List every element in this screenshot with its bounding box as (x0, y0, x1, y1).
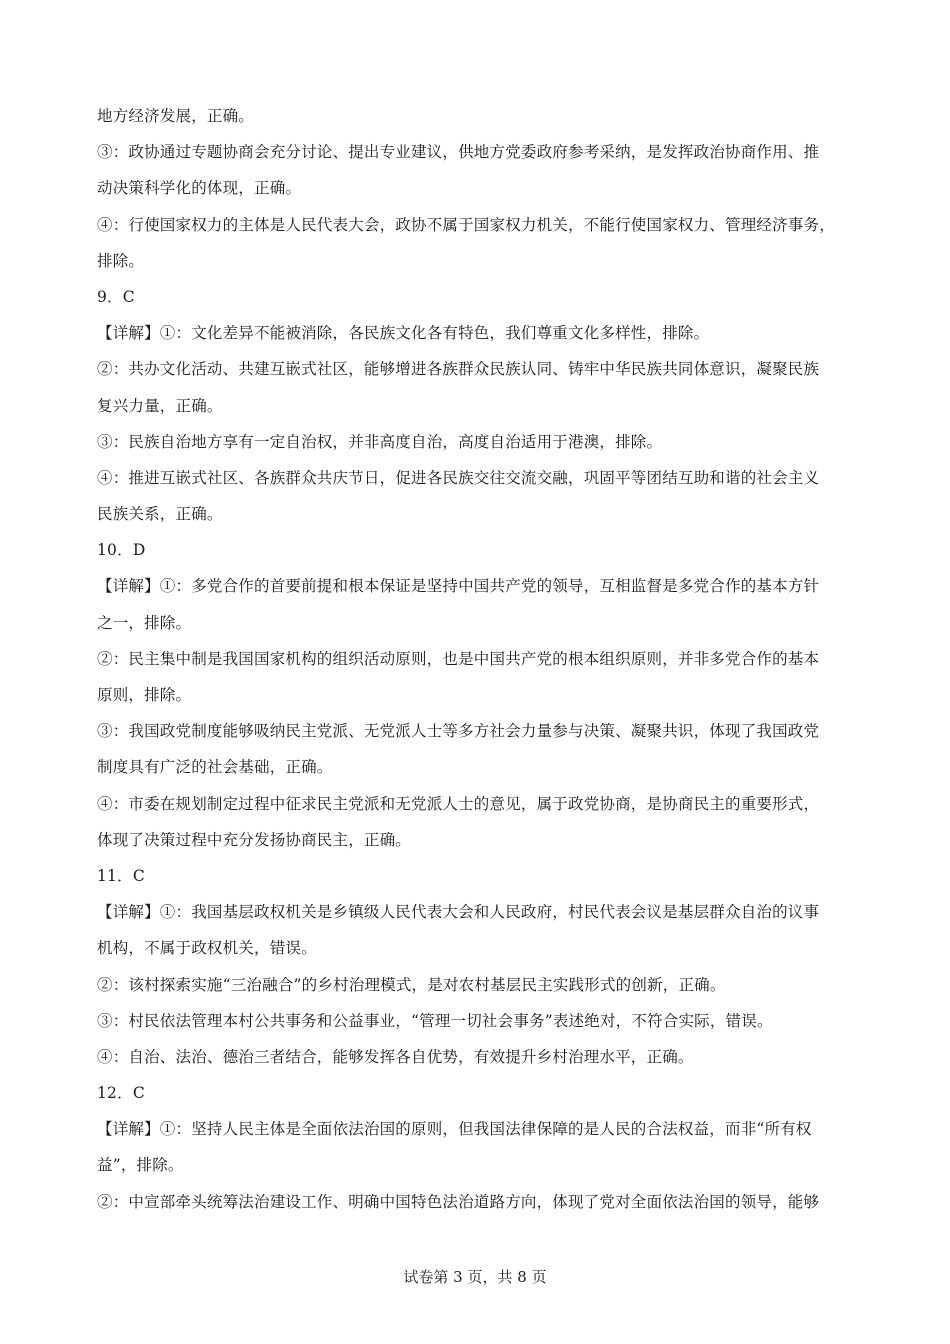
text-line: 10．D (97, 541, 146, 560)
text-line: 体现了决策过程中充分发扬协商民主，正确。 (97, 830, 412, 849)
text-line: 【详解】①：多党合作的首要前提和根本保证是坚持中国共产党的领导，互相监督是多党合作的基本方针 (97, 577, 820, 596)
text-line: 机构，不属于政权机关，错误。 (97, 939, 317, 958)
text-line: 11．C (97, 866, 145, 885)
text-line: 原则，排除。 (97, 686, 192, 704)
text-line: 12．C (97, 1084, 145, 1103)
text-line: ④：行使国家权力的主体是人民代表大会，政协不属于国家权力机关，不能行使国家权力、管理经济事务， (97, 215, 835, 234)
text-line: 之一，排除。 (97, 613, 192, 632)
text-line: ②：民主集中制是我国国家机构的组织活动原则，也是中国共产党的根本组织原则，并非多党合作的基本 (97, 649, 820, 668)
text-line: 民族关系，正确。 (97, 505, 223, 524)
text-line: 益”，排除。 (97, 1156, 184, 1175)
text-line: ②：共办文化活动、共建互嵌式社区，能够增进各族群众民族认同、铸牢中华民族共同体意识，凝聚民族 (97, 360, 820, 379)
text-line: ③：政协通过专题协商会充分讨论、提出专业建议，供地方党委政府参考采纳，是发挥政治协商作用、推 (97, 143, 820, 162)
text-line: 【详解】①：坚持人民主体是全面依法治国的原则，但我国法律保障的是人民的合法权益，而非“所有权 (97, 1120, 812, 1139)
text-line: 排除。 (97, 251, 145, 270)
text-line: ③：村民依法管理本村公共事务和公益事业，“管理一切社会事务”表述绝对，不符合实际，错误。 (97, 1011, 773, 1030)
text-line: ③：我国政党制度能够吸纳民主党派、无党派人士等多方社会力量参与决策、凝聚共识，体现了我国政党 (97, 722, 820, 741)
text-line: 地方经济发展，正确。 (97, 107, 255, 125)
text-line: 复兴力量，正确。 (97, 396, 223, 415)
text-line: ④：推进互嵌式社区、各族群众共庆节日，促进各民族交往交流交融，巩固平等团结互助和谐的社会主义 (97, 468, 820, 487)
text-line: 动决策科学化的体现，正确。 (97, 179, 302, 198)
text-line: 9．C (97, 287, 135, 306)
text-line: 【详解】①：文化差异不能被消除，各民族文化各有特色，我们尊重文化多样性，排除。 (97, 324, 710, 343)
text-line: ④：市委在规划制定过程中征求民主党派和无党派人士的意见，属于政党协商，是协商民主的重要形式， (97, 794, 820, 813)
page-footer: 试卷第 3 页，共 8 页 (403, 1268, 547, 1286)
text-line: 制度具有广泛的社会基础，正确。 (97, 758, 333, 777)
text-line: ②：该村探索实施“三治融合”的乡村治理模式，是对农村基层民主实践形式的创新，正确。 (97, 975, 726, 994)
text-line: 【详解】①：我国基层政权机关是乡镇级人民代表大会和人民政府，村民代表会议是基层群众自治的议事 (97, 903, 820, 922)
text-line: ③：民族自治地方享有一定自治权，并非高度自治，高度自治适用于港澳，排除。 (97, 432, 663, 451)
text-line: ④：自治、法治、德治三者结合，能够发挥各自优势，有效提升乡村治理水平，正确。 (97, 1047, 694, 1066)
text-line: ②：中宣部牵头统筹法治建设工作、明确中国特色法治道路方向，体现了党对全面依法治国的领导，能够 (97, 1192, 820, 1211)
answer-body (97, 98, 857, 1220)
